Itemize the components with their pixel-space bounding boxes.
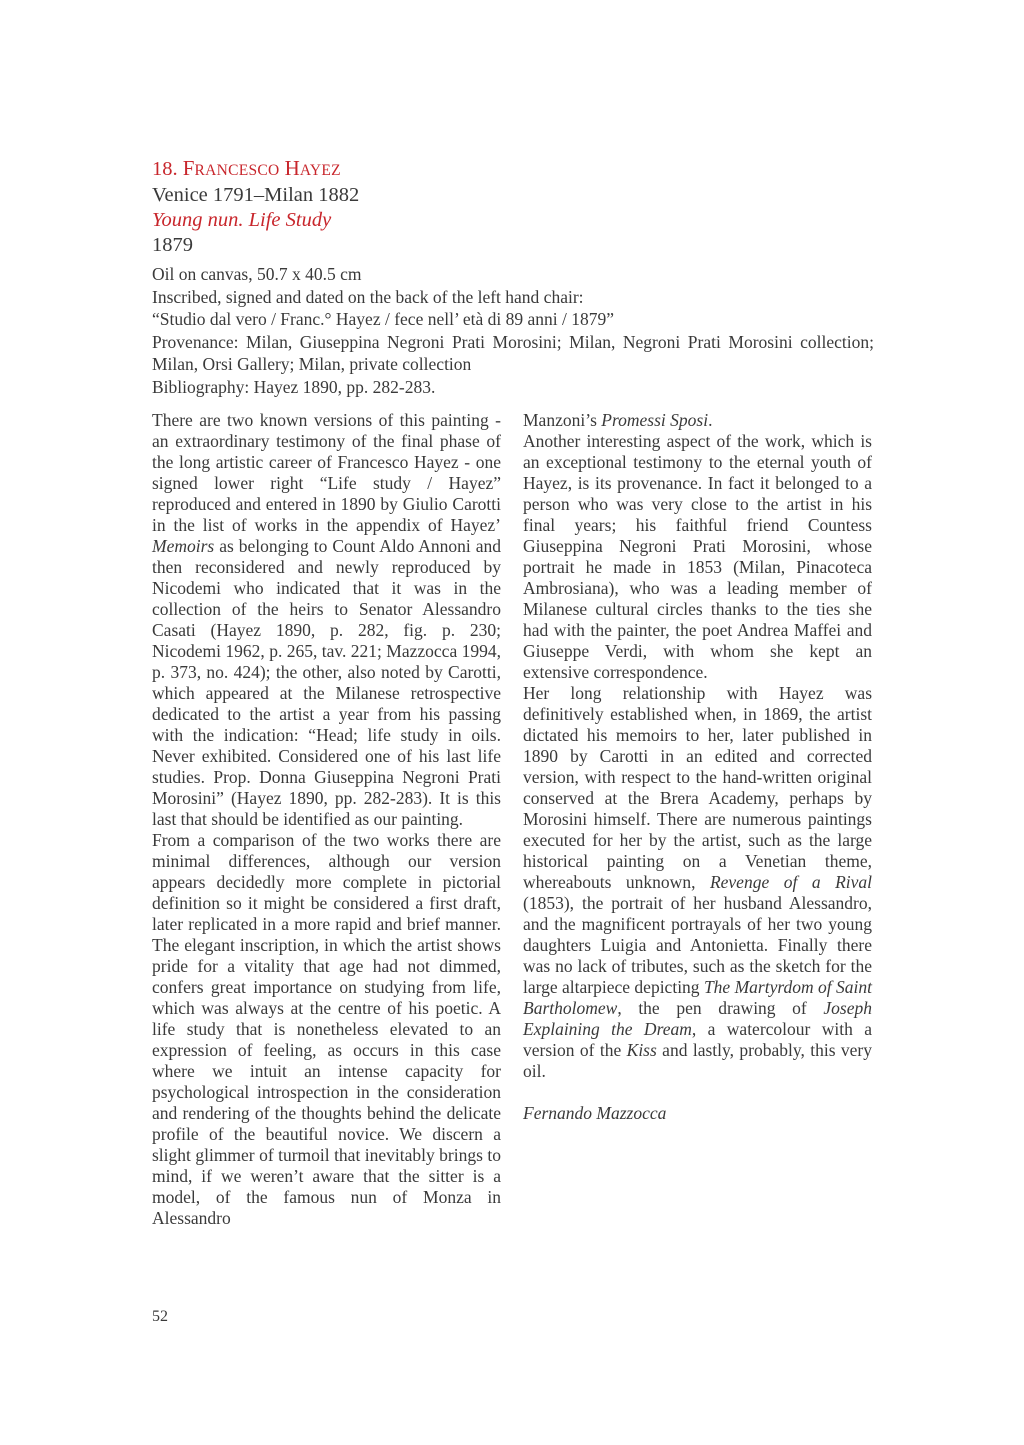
paragraph: Manzoni’s Promessi Sposi. [523,410,713,430]
provenance: Provenance: Milan, Giuseppina Negroni Prati Morosini; Milan, Negroni Prati Morosini collection; Milan, Orsi Gallery; Milan, private collection [152,331,874,374]
author-signature: Fernando Mazzocca [523,1103,667,1123]
bibliography: Bibliography: Hayez 1890, pp. 282-283. [152,376,436,397]
paragraph: There are two known versions of this painting - an extraordinary testimony of the final phase of the long artistic career of Francesco Hayez - one signed lower right “Life study / Hayez” reproduced and entered in 1890 by Giulio Carotti in the list of works in the appendix of Hayez’ Memoirs as belonging to Count Aldo Annoni and then reconsidered and newly reproduced by Nicodemi who indicated that it was in the collection of the heirs to Senator Alessandro Casati (Hayez 1890, p. 282, fig. p. 230; Nicodemi 1962, p. 265, tav. 221; Mazzocca 1994, p. 373, no. 424); the other, also noted by Carotti, which appeared at the Milanese retrospective dedicated to the artist a year from his passing with the indication: “Head; life study in oils. Never exhibited. Considered one of his last life studies. Prop. Donna Giuseppina Negroni Prati Morosini” (Hayez 1890, pp. 282-283). It is this last that should be identified as our painting. [152,410,501,829]
paragraph: From a comparison of the two works there are minimal differences, although our version appears decidedly more complete in pictorial definition so it might be considered a first draft, later replicated in a more rapid and brief manner. The elegant inscription, in which the artist shows pride for a vitality that age had not dimmed, confers great importance on studying from life, which was always at the centre of his poetic. A life study that is nonetheless elevated to an expression of feeling, as occurs in this case where we intuit an intense capacity for psychological introspection in the consideration and rendering of the thoughts behind the delicate profile of the beautiful novice. We discern a slight glimmer of turmoil that inevitably brings to mind, if we weren’t aware that the sitter is a model, of the famous nun of Monza in Alessandro [152,830,501,1228]
entry-number: 18. [152,158,178,180]
paragraph: Another interesting aspect of the work, which is an exceptional testimony to the eternal youth of Hayez, is its provenance. In fact it belonged to a person who was very close to the artist in his final years; his faithful friend Countess Giuseppina Negroni Prati Morosini, whose portrait he made in 1853 (Milan, Pinacoteca Ambrosiana), who was a leading member of Milanese cultural circles thanks to the ties she had with the painter, the poet Andrea Maffei and Giuseppe Verdi, with whom she kept an extensive correspondence. [523,431,872,682]
page-number: 52 [152,1308,168,1325]
body-column-left [152,410,501,1229]
body-column-right [523,410,872,1124]
entry-header [152,156,882,258]
artist-name: FRANCESCO HAYEZ [182,156,341,180]
artist-life-dates: Venice 1791–Milan 1882 [152,184,360,206]
entry-heading [152,156,882,183]
inscription-text: “Studio dal vero / Franc.° Hayez / fece nell’ età di 89 anni / 1879” [152,309,614,329]
work-title: Young nun. Life Study [152,209,332,231]
work-year: 1879 [152,234,193,256]
promessi-sposi-title: Promessi Sposi [601,410,709,430]
medium-dimensions: Oil on canvas, 50.7 x 40.5 cm [152,264,362,284]
entry-metadata [152,263,874,398]
inscription-label: Inscribed, signed and dated on the back of the left hand chair: [152,286,584,307]
paragraph: Her long relationship with Hayez was definitively established when, in 1869, the artist dictated his memoirs to her, later published in 1890 by Carotti in an edited and corrected version, with respect to the hand-written original conserved at the Brera Academy, perhaps by Morosini himself. There are numerous paintings executed for her by the artist, such as the large historical painting on a Venetian theme, whereabouts unknown, Revenge of a Rival (1853), the portrait of her husband Alessandro, and the magnificent portrayals of her two young daughters Luigia and Antonietta. Finally there was no lack of tributes, such as the sketch for the large altarpiece depicting The Martyrdom of Saint Bartholomew, the pen drawing of Joseph Explaining the Dream, a watercolour with a version of the Kiss and lastly, probably, this very oil. [523,683,872,1081]
memoirs-title: Memoirs [152,536,215,556]
